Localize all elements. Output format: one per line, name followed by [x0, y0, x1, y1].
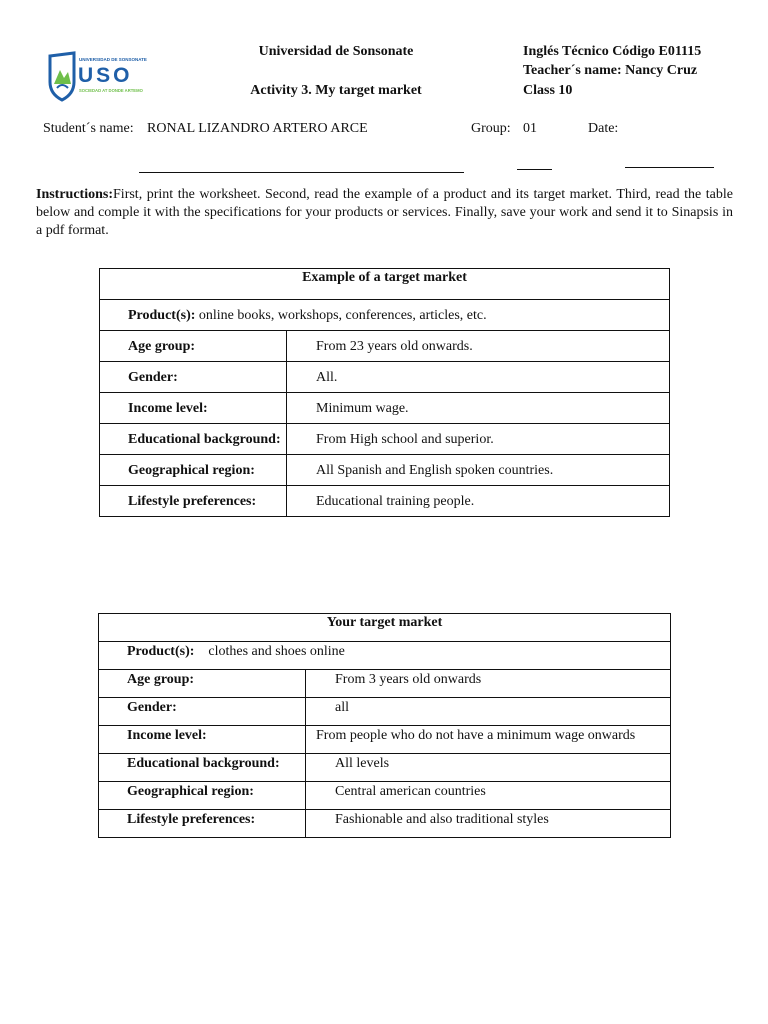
- table-row: [100, 269, 670, 300]
- class-number: Class 10: [523, 83, 573, 98]
- example-row-value: From 23 years old onwards.: [287, 331, 670, 362]
- your-row-value: Fashionable and also traditional styles: [306, 810, 671, 838]
- table-row: [100, 300, 670, 331]
- table-row: [100, 486, 670, 517]
- your-row-value: From 3 years old onwards: [306, 670, 671, 698]
- example-row-label: Income level:: [100, 393, 287, 424]
- university-name: Universidad de Sonsonate: [258, 44, 414, 59]
- example-product-value: online books, workshops, conferences, articles, etc.: [195, 308, 487, 323]
- your-row-label: Educational background:: [99, 754, 306, 782]
- your-row-value: Central american countries: [306, 782, 671, 810]
- name-underline: [139, 172, 464, 173]
- student-name-value: RONAL LIZANDRO ARTERO ARCE: [147, 121, 368, 136]
- your-row-label: Geographical region:: [99, 782, 306, 810]
- date-underline: [625, 167, 714, 168]
- example-row-value: From High school and superior.: [287, 424, 670, 455]
- table-row: [100, 424, 670, 455]
- example-table-title: Example of a target market: [100, 269, 670, 300]
- table-row: [99, 754, 671, 782]
- example-row-label: Gender:: [100, 362, 287, 393]
- table-row: [99, 670, 671, 698]
- logo-bottom-text: SOCIEDAD AT DONDE ARTEMO: [79, 88, 143, 93]
- table-row: [100, 393, 670, 424]
- table-row: [99, 642, 671, 670]
- your-product-value: clothes and shoes online: [208, 644, 345, 659]
- example-row-label: Lifestyle preferences:: [100, 486, 287, 517]
- your-row-label: Income level:: [99, 726, 306, 754]
- table-row: [99, 726, 671, 754]
- group-underline: [517, 169, 552, 170]
- your-row-label: Lifestyle preferences:: [99, 810, 306, 838]
- logo-top-text: UNIVERSIDAD DE SONSONATE: [79, 57, 147, 62]
- group-label: Group:: [471, 121, 511, 136]
- student-name-label: Student´s name:: [43, 121, 134, 136]
- group-value: 01: [523, 121, 537, 136]
- instructions: [36, 186, 733, 240]
- your-row-label: Age group:: [99, 670, 306, 698]
- table-row: [100, 331, 670, 362]
- university-logo: [44, 52, 147, 102]
- example-row-value: All Spanish and English spoken countries.: [287, 455, 670, 486]
- teacher-name: Teacher´s name: Nancy Cruz: [523, 63, 698, 78]
- your-row-value: From people who do not have a minimum wage onwards: [306, 726, 671, 754]
- example-product-cell: [100, 300, 670, 331]
- table-row: [100, 455, 670, 486]
- your-row-value: All levels: [306, 754, 671, 782]
- example-row-label: Geographical region:: [100, 455, 287, 486]
- logo-letters: USO: [78, 64, 133, 87]
- course-code: Inglés Técnico Código E01115: [523, 44, 702, 59]
- date-label: Date:: [588, 121, 619, 136]
- activity-title: Activity 3. My target market: [250, 83, 422, 98]
- table-row: [99, 810, 671, 838]
- table-row: [99, 782, 671, 810]
- instructions-text: First, print the worksheet. Second, read the example of a product and its target market. Third, read the table below and comple it with the specifications for your products or services. Finally, save your work and send it to Sinapsis in a pdf format.: [36, 187, 733, 238]
- example-target-market-table: [99, 268, 670, 517]
- your-product-label: Product(s):: [127, 644, 195, 659]
- your-table-title: Your target market: [99, 614, 671, 642]
- instructions-label: Instructions:: [36, 187, 114, 202]
- your-row-value: all: [306, 698, 671, 726]
- example-row-label: Age group:: [100, 331, 287, 362]
- table-row: [100, 362, 670, 393]
- example-row-value: All.: [287, 362, 670, 393]
- example-row-label: Educational background:: [100, 424, 287, 455]
- your-row-label: Gender:: [99, 698, 306, 726]
- table-row: [99, 698, 671, 726]
- example-row-value: Educational training people.: [287, 486, 670, 517]
- your-target-market-table: [98, 613, 671, 838]
- example-row-value: Minimum wage.: [287, 393, 670, 424]
- your-product-cell: [99, 642, 671, 670]
- table-row: [99, 614, 671, 642]
- example-product-label: Product(s):: [128, 308, 196, 323]
